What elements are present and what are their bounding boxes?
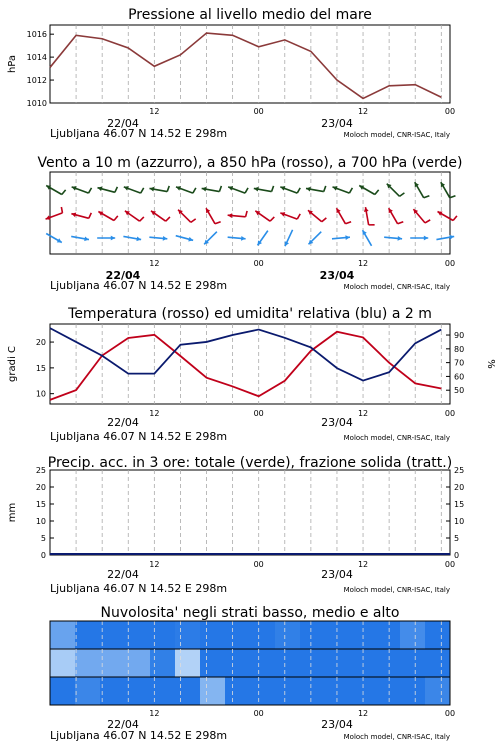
pressure-credit: Moloch model, CNR-ISAC, Italy xyxy=(343,131,450,139)
wind-850hpa-arrow xyxy=(125,211,144,221)
wind-850hpa-arrow xyxy=(228,211,247,218)
cloud-cell-alto xyxy=(150,621,176,649)
cloud-cell-basso xyxy=(425,677,451,705)
wind-700hpa-arrow xyxy=(254,186,274,192)
wind-700hpa-arrow xyxy=(124,186,144,193)
cloud-cell-basso xyxy=(375,677,401,705)
wind-850hpa-arrow xyxy=(438,212,457,221)
temperature-time-tick: 00 xyxy=(253,409,264,418)
cloud-cell-medio xyxy=(400,649,426,677)
wind-850hpa-arrow xyxy=(98,212,117,221)
precip-ytick-label-right: 20 xyxy=(454,483,465,492)
cloud-date-label: 23/04 xyxy=(321,718,353,731)
temperature-date-label: 23/04 xyxy=(321,416,353,429)
cloud-cell-basso xyxy=(50,677,76,705)
precip-location: Ljubljana 46.07 N 14.52 E 298m xyxy=(50,582,228,595)
wind-location: Ljubljana 46.07 N 14.52 E 298m xyxy=(50,279,228,292)
precip-ytick-label: 5 xyxy=(40,534,46,543)
wind-700hpa-arrow xyxy=(280,186,300,193)
cloud-cell-medio xyxy=(50,649,76,677)
cloud-cell-medio xyxy=(325,649,351,677)
wind-700hpa-arrow xyxy=(176,186,196,193)
wind-frame xyxy=(50,172,450,254)
temperature-ylabel: gradi C xyxy=(7,346,18,382)
cloud-cell-basso xyxy=(200,677,226,705)
cloud-cell-alto xyxy=(375,621,401,649)
precip-date-label: 22/04 xyxy=(107,568,139,581)
wind-700hpa-arrow xyxy=(359,186,378,195)
humidity-ytick-label: 80 xyxy=(454,344,465,354)
precip-title: Precip. acc. in 3 ore: totale (verde), frazione solida (tratt.) xyxy=(47,455,453,471)
precip-ytick-label-right: 25 xyxy=(454,466,465,475)
cloud-cell-basso xyxy=(225,677,251,705)
temperature-ytick-label: 15 xyxy=(35,363,46,373)
wind-850hpa-arrow xyxy=(336,208,351,224)
wind-700hpa-arrow xyxy=(202,186,222,192)
precip-ytick-label-right: 5 xyxy=(454,534,460,543)
temperature-date-label: 22/04 xyxy=(107,416,139,429)
wind-date-label: 23/04 xyxy=(319,269,355,282)
wind-850hpa-arrow xyxy=(151,211,170,221)
wind-10m-arrow xyxy=(436,235,454,240)
wind-10m-arrow xyxy=(363,230,372,246)
wind-10m-arrow xyxy=(309,232,322,245)
cloud-cell-basso xyxy=(150,677,176,705)
wind-850hpa-arrow xyxy=(255,211,274,221)
cloud-cell-basso xyxy=(125,677,151,705)
cloud-cell-alto xyxy=(75,621,101,649)
precip-frame xyxy=(50,470,450,555)
wind-850hpa-arrow xyxy=(389,208,404,224)
cloud-cell-medio xyxy=(175,649,201,677)
wind-10m-arrow xyxy=(228,236,246,241)
cloud-cell-alto xyxy=(100,621,126,649)
humidity-ytick-label: 90 xyxy=(454,331,465,341)
precip-ylabel: mm xyxy=(7,502,18,523)
wind-time-tick: 00 xyxy=(253,259,264,268)
cloud-time-tick: 12 xyxy=(357,709,369,718)
cloud-cell-basso xyxy=(325,677,351,705)
wind-10m-arrow xyxy=(176,236,193,242)
wind-10m-arrow xyxy=(46,234,62,243)
wind-time-tick: 00 xyxy=(444,259,456,268)
pressure-date-label: 22/04 xyxy=(107,117,139,130)
cloud-time-tick: 00 xyxy=(253,709,264,718)
precip-ytick-label: 20 xyxy=(35,483,46,492)
precip-ytick-label: 10 xyxy=(35,517,46,526)
cloud-cell-basso xyxy=(100,677,126,705)
wind-700hpa-arrow xyxy=(306,186,326,192)
cloud-cell-medio xyxy=(200,649,226,677)
pressure-ytick-label: 1014 xyxy=(26,53,47,63)
wind-credit: Moloch model, CNR-ISAC, Italy xyxy=(343,283,450,291)
pressure-time-tick: 00 xyxy=(444,107,456,116)
cloud-cell-alto xyxy=(425,621,451,649)
wind-850hpa-arrow xyxy=(46,207,63,220)
precip-time-tick: 12 xyxy=(357,560,369,569)
precip-time-tick: 00 xyxy=(253,560,264,569)
cloud-cell-medio xyxy=(300,649,326,677)
wind-10m-arrow xyxy=(332,235,350,240)
cloud-cell-basso xyxy=(400,677,426,705)
wind-850hpa-arrow xyxy=(206,208,221,224)
wind-700hpa-arrow xyxy=(441,182,456,198)
cloud-time-tick: 00 xyxy=(444,709,456,718)
precip-ytick-label: 15 xyxy=(35,500,46,509)
cloud-cell-medio xyxy=(150,649,176,677)
cloud-cell-alto xyxy=(50,621,76,649)
wind-10m-arrow xyxy=(123,236,141,241)
cloud-cell-basso xyxy=(250,677,276,705)
cloud-cell-medio xyxy=(250,649,276,677)
wind-10m-arrow xyxy=(285,230,293,246)
pressure-ytick-label: 1010 xyxy=(26,99,47,108)
temperature-series-line xyxy=(50,332,441,400)
pressure-ytick-label: 1012 xyxy=(26,76,47,86)
cloud-cell-basso xyxy=(175,677,201,705)
wind-700hpa-arrow xyxy=(415,182,430,198)
cloud-cell-alto xyxy=(200,621,226,649)
wind-700hpa-arrow xyxy=(332,186,352,193)
wind-850hpa-arrow xyxy=(413,209,430,223)
pressure-time-tick: 12 xyxy=(357,107,369,116)
cloud-cell-medio xyxy=(75,649,101,677)
wind-date-label: 22/04 xyxy=(105,269,141,282)
cloud-cell-medio xyxy=(100,649,126,677)
temperature-title: Temperatura (rosso) ed umidita' relativa (blu) a 2 m xyxy=(68,306,432,322)
wind-700hpa-arrow xyxy=(72,186,92,193)
wind-850hpa-arrow xyxy=(280,212,300,219)
wind-850hpa-arrow xyxy=(71,212,91,218)
wind-10m-arrow xyxy=(71,236,89,241)
wind-700hpa-arrow xyxy=(97,186,117,192)
wind-700hpa-arrow xyxy=(46,186,65,195)
precip-ytick-label: 25 xyxy=(35,466,46,475)
wind-time-tick: 12 xyxy=(357,259,369,268)
precip-ytick-label-right: 10 xyxy=(454,517,465,526)
cloud-credit: Moloch model, CNR-ISAC, Italy xyxy=(343,733,450,741)
humidity-ytick-label: 70 xyxy=(454,358,465,368)
cloud-cell-alto xyxy=(225,621,251,649)
cloud-cell-basso xyxy=(75,677,101,705)
wind-title: Vento a 10 m (azzurro), a 850 hPa (rosso), a 700 hPa (verde) xyxy=(37,155,463,171)
wind-10m-arrow xyxy=(204,232,217,245)
cloud-cell-medio xyxy=(125,649,151,677)
precip-ytick-label-right: 15 xyxy=(454,500,465,509)
temperature-ytick-label: 10 xyxy=(35,389,46,399)
precip-ytick-label: 0 xyxy=(40,551,46,560)
cloud-cell-alto xyxy=(325,621,351,649)
pressure-time-tick: 12 xyxy=(149,107,160,116)
temperature-ytick-label: 20 xyxy=(35,338,46,348)
pressure-date-label: 23/04 xyxy=(321,117,353,130)
precip-date-label: 23/04 xyxy=(321,568,353,581)
wind-700hpa-arrow xyxy=(228,186,248,193)
temperature-time-tick: 12 xyxy=(149,409,160,418)
wind-850hpa-arrow xyxy=(364,207,375,225)
cloud-location: Ljubljana 46.07 N 14.52 E 298m xyxy=(50,729,228,742)
cloud-title: Nuvolosita' negli strati basso, medio e alto xyxy=(100,605,400,621)
pressure-series-line xyxy=(50,33,441,98)
cloud-cell-alto xyxy=(125,621,151,649)
humidity-ytick-label: 60 xyxy=(454,372,465,382)
precip-credit: Moloch model, CNR-ISAC, Italy xyxy=(343,586,450,594)
pressure-ylabel: hPa xyxy=(7,54,18,74)
cloud-cell-alto xyxy=(175,621,201,649)
cloud-date-label: 22/04 xyxy=(107,718,139,731)
cloud-cell-alto xyxy=(275,621,301,649)
temperature-time-tick: 00 xyxy=(444,409,456,418)
cloud-cell-basso xyxy=(275,677,301,705)
temperature-credit: Moloch model, CNR-ISAC, Italy xyxy=(343,434,450,442)
pressure-time-tick: 00 xyxy=(253,107,264,116)
cloud-cell-basso xyxy=(300,677,326,705)
wind-10m-arrow xyxy=(410,236,428,241)
cloud-cell-alto xyxy=(400,621,426,649)
temperature-time-tick: 12 xyxy=(357,409,369,418)
pressure-location: Ljubljana 46.07 N 14.52 E 298m xyxy=(50,127,228,140)
wind-700hpa-arrow xyxy=(149,186,169,192)
cloud-time-tick: 12 xyxy=(149,709,160,718)
wind-10m-arrow xyxy=(384,236,402,241)
temperature-location: Ljubljana 46.07 N 14.52 E 298m xyxy=(50,430,228,443)
wind-10m-arrow xyxy=(149,236,167,241)
wind-time-tick: 12 xyxy=(149,259,160,268)
humidity-series-line xyxy=(50,328,441,380)
precip-time-tick: 00 xyxy=(444,560,456,569)
precip-ytick-label-right: 0 xyxy=(454,551,460,560)
cloud-cell-medio xyxy=(275,649,301,677)
pressure-ytick-label: 1016 xyxy=(26,30,47,40)
cloud-cell-medio xyxy=(375,649,401,677)
cloud-cell-medio xyxy=(425,649,451,677)
humidity-ytick-label: 50 xyxy=(454,386,465,396)
cloud-cell-alto xyxy=(250,621,276,649)
cloud-cell-medio xyxy=(225,649,251,677)
cloud-cell-alto xyxy=(300,621,326,649)
pressure-title: Pressione al livello medio del mare xyxy=(128,7,372,23)
humidity-ylabel: % xyxy=(485,359,496,369)
wind-10m-arrow xyxy=(97,236,115,241)
pressure-frame xyxy=(50,25,450,103)
precip-time-tick: 12 xyxy=(149,560,160,569)
